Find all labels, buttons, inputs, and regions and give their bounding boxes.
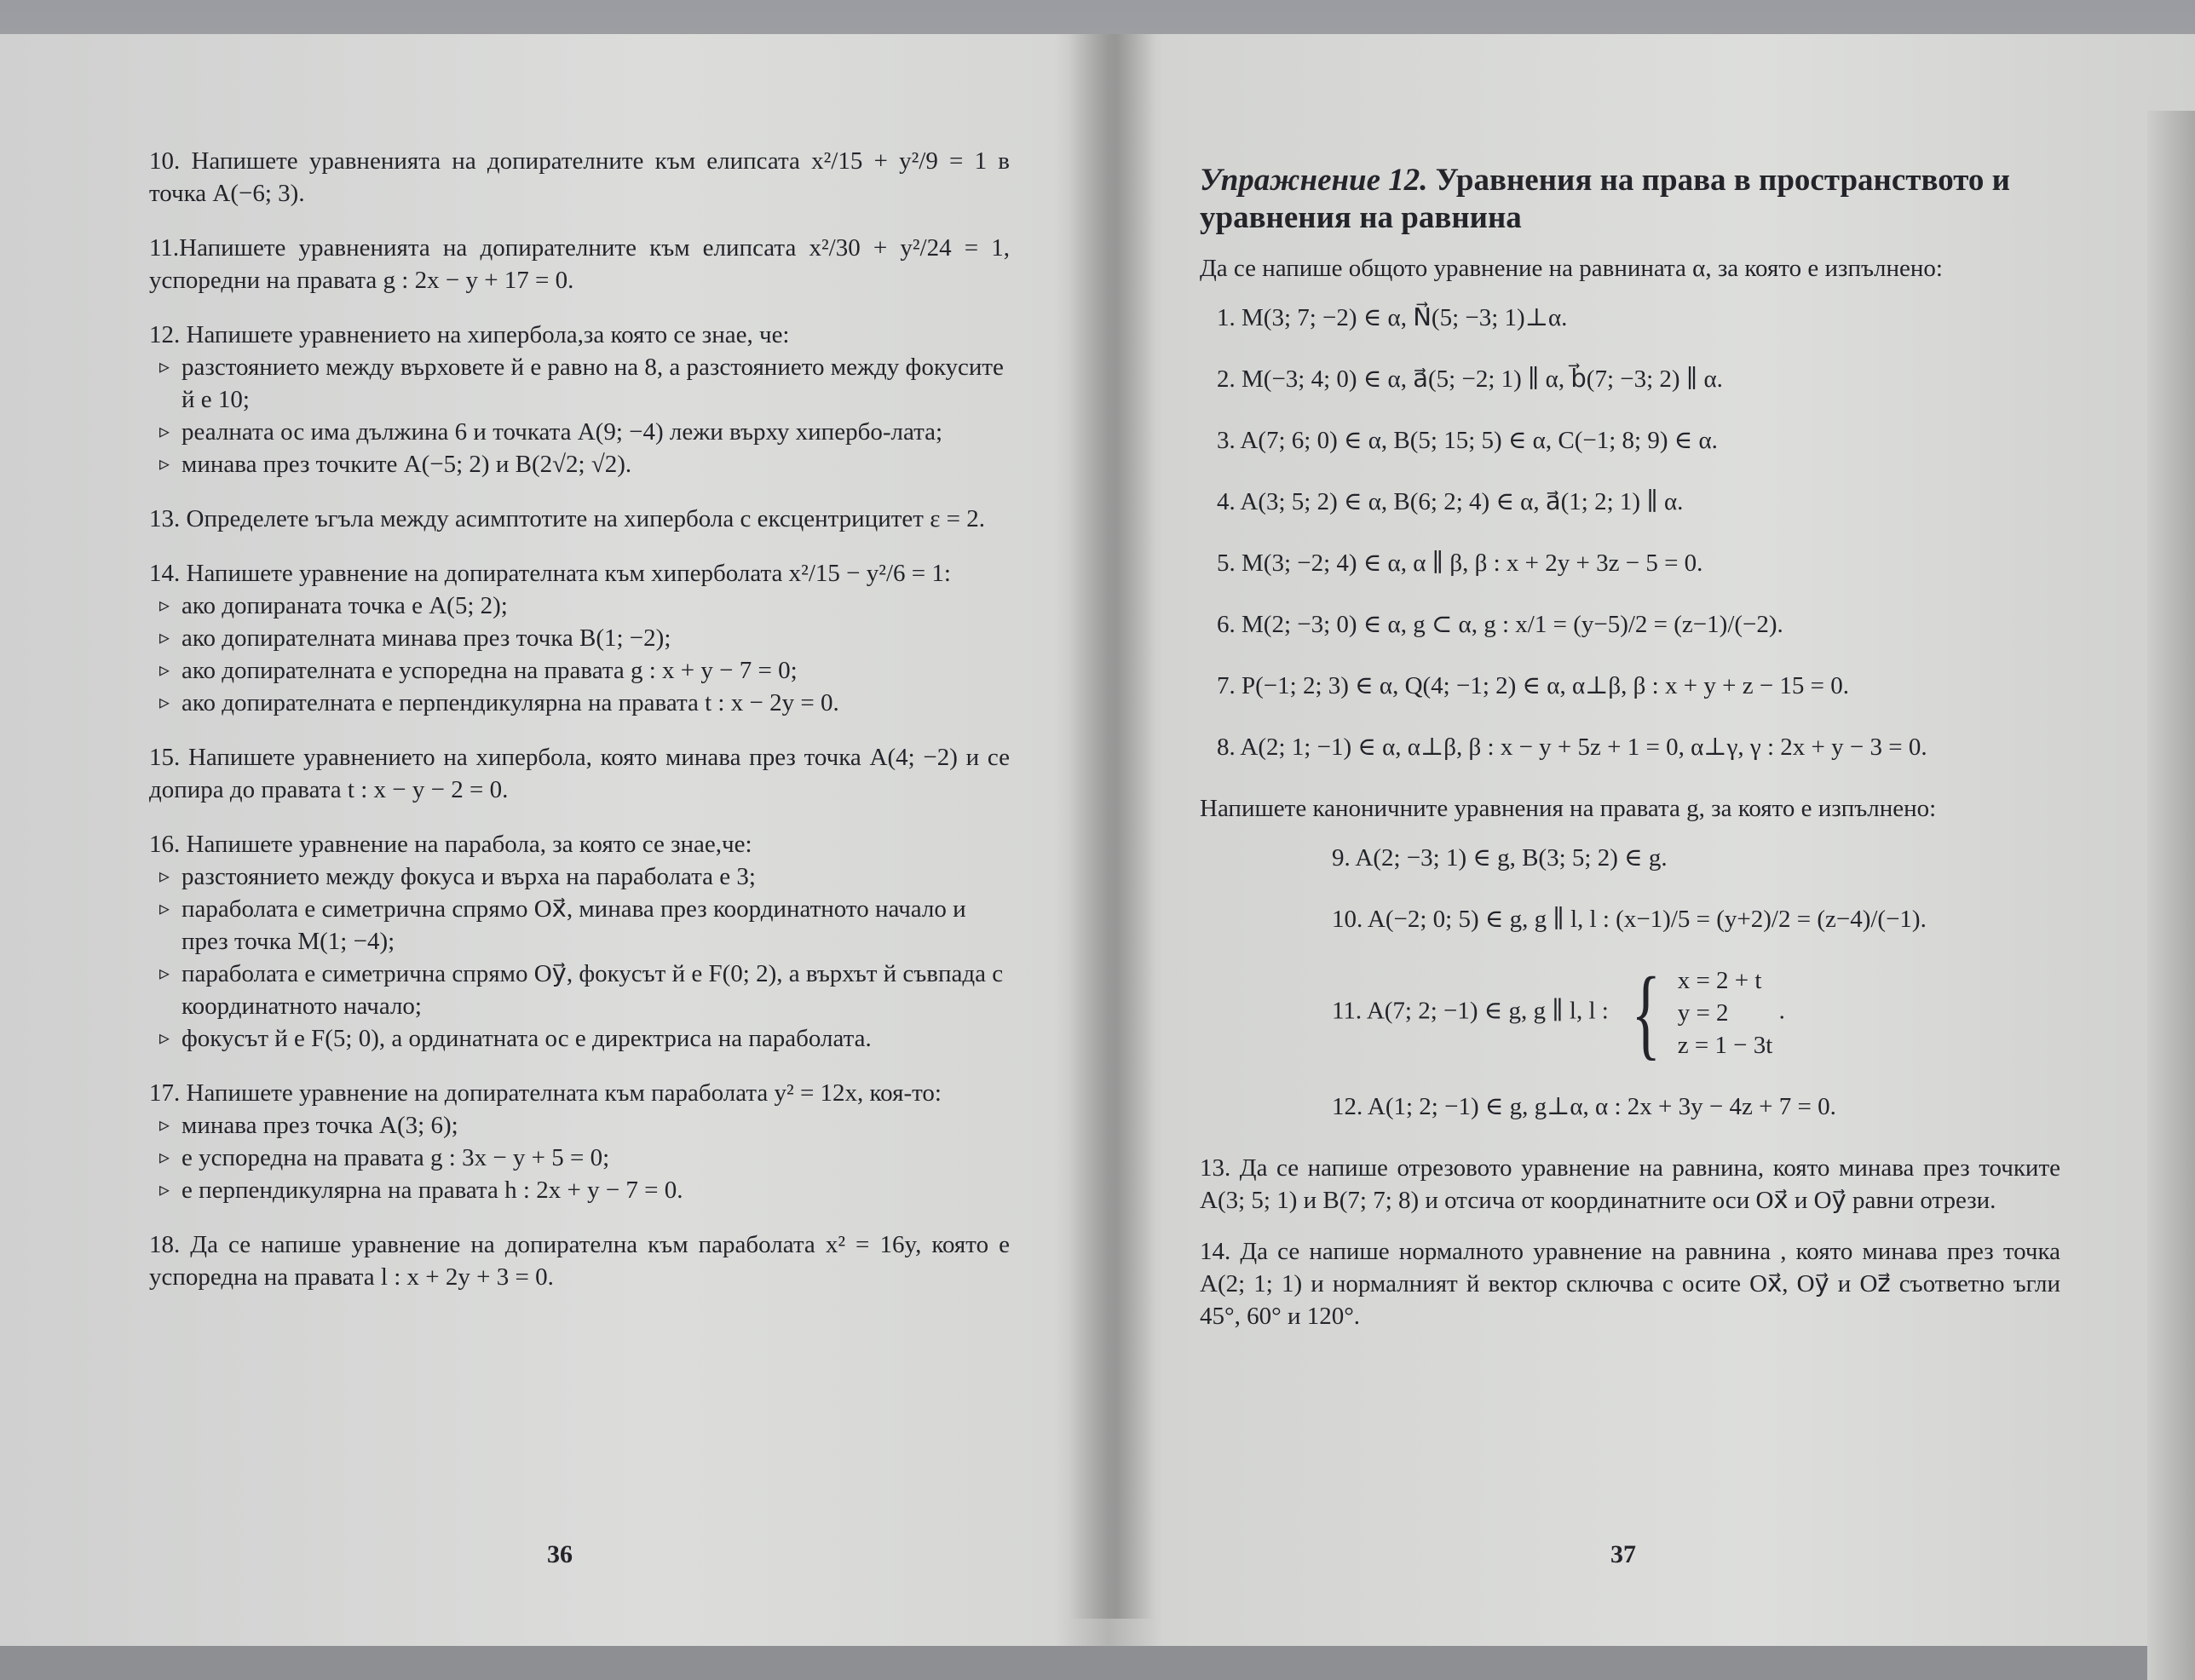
problem-13-right: 13. Да се напише отрезовото уравнение на равнина, която минава през точките A(3; 5; 1) и B(7; 7; 8) и отсича от координатните оси Ox⃗ и Oy⃗ равни отрези.: [1200, 1154, 2060, 1214]
left-page-content: [149, 145, 1010, 1315]
problem-text: 11.Напишете уравненията на допирателните към елипсата x²/30 + y²/24 = 1, успоредни на правата g : 2x − y + 17 = 0.: [149, 234, 1010, 294]
problem-text: 13. Определете ъгъла между асимптотите на хипербола с ексцентрицитет ε = 2.: [149, 505, 985, 532]
bullet-item: ▹ разстоянието между върховете й е равно на 8, а разстоянието между фокусите й е 10;: [149, 351, 1010, 416]
problem-11: [149, 232, 1010, 296]
problem-15: [149, 741, 1010, 806]
line-item-11-prefix: 11. A(7; 2; −1) ∈ g, g ∥ l, l :: [1332, 997, 1609, 1025]
system-equation: y = 2: [1677, 999, 1729, 1027]
book-spread: [0, 34, 2195, 1646]
bullet-item: ▹ реалната ос има дължина 6 и точката A(9; −4) лежи върху хипербо-лата;: [149, 416, 1010, 448]
problem-10: [149, 145, 1010, 210]
plane-item: 2. M(−3; 4; 0) ∈ α, a⃗(5; −2; 1) ∥ α, b⃗(7; −3; 2) ∥ α.: [1217, 365, 1723, 393]
problem-12: [149, 319, 1010, 480]
bullet-item: ▹ е перпендикулярна на правата h : 2x + y − 7 = 0.: [149, 1174, 1010, 1206]
bullet-item: ▹ ако допирателната е перпендикулярна на правата t : x − 2y = 0.: [149, 687, 1010, 719]
page-edge: [2147, 111, 2195, 1680]
plane-item: 5. M(3; −2; 4) ∈ α, α ∥ β, β : x + 2y + 3z − 5 = 0.: [1217, 549, 1703, 577]
bullet-item: ▹ параболата е симетрична спрямо Oy⃗, фокусът й е F(0; 2), а върхът й съвпада с координатното начало;: [149, 958, 1010, 1022]
plane-item: 7. P(−1; 2; 3) ∈ α, Q(4; −1; 2) ∈ α, α⊥β, β : x + y + z − 15 = 0.: [1217, 672, 1850, 699]
problem-text: 14. Напишете уравнение на допирателната към хиперболата x²/15 − y²/6 = 1:: [149, 560, 951, 587]
left-page: [0, 34, 1108, 1619]
exercise-label: Упражнение 12.: [1200, 163, 1428, 198]
bullet-item: ▹ минава през точка A(3; 6);: [149, 1109, 1010, 1142]
line-item: 12. A(1; 2; −1) ∈ g, g⊥α, α : 2x + 3y − 4z + 7 = 0.: [1332, 1093, 1836, 1120]
problem-text: 17. Напишете уравнение на допирателната към параболата y² = 12x, коя-то:: [149, 1079, 942, 1107]
problem-14: [149, 557, 1010, 719]
plane-item: 8. A(2; 1; −1) ∈ α, α⊥β, β : x − y + 5z + 1 = 0, α⊥γ, γ : 2x + y − 3 = 0.: [1217, 734, 1927, 761]
problem-13: [149, 503, 1010, 535]
problem-16: [149, 828, 1010, 1055]
line-item: 10. A(−2; 0; 5) ∈ g, g ∥ l, l : (x−1)/5 = (y+2)/2 = (z−4)/(−1).: [1332, 906, 1927, 933]
equation-system: [1622, 956, 1773, 1069]
page-number: 37: [1610, 1540, 1636, 1568]
plane-item: 6. M(2; −3; 0) ∈ α, g ⊂ α, g : x/1 = (y−5)/2 = (z−1)/(−2).: [1217, 611, 1783, 638]
problem-text: 16. Напишете уравнение на парабола, за която се знае,че:: [149, 831, 752, 858]
page-number: 36: [547, 1540, 573, 1568]
bullet-item: ▹ ако допираната точка е A(5; 2);: [149, 590, 1010, 622]
plane-item: 3. A(7; 6; 0) ∈ α, B(5; 15; 5) ∈ α, C(−1; 8; 9) ∈ α.: [1217, 427, 1718, 454]
system-lines: [1678, 964, 1773, 1062]
problem-18: [149, 1228, 1010, 1293]
line-instructions: Напишете каноничните уравнения на правата g, за която е изпълнено:: [1200, 795, 1937, 822]
bullet-item: ▹ ако допирателната е успоредна на правата g : x + y − 7 = 0;: [149, 654, 1010, 687]
right-page: [1133, 34, 2195, 1619]
plane-item: 4. A(3; 5; 2) ∈ α, B(6; 2; 4) ∈ α, a⃗(1; 2; 1) ∥ α.: [1217, 488, 1684, 515]
plane-item: 1. M(3; 7; −2) ∈ α, N⃗(5; −3; 1)⊥α.: [1217, 304, 1568, 331]
line-item-11-suffix: .: [1778, 997, 1785, 1025]
bullet-item: ▹ разстоянието между фокуса и върха на параболата е 3;: [149, 860, 1010, 893]
right-page-content: [1200, 162, 2060, 1351]
bullet-list: [149, 590, 1010, 719]
exercise-title: Уравнения на права в пространството и уравнения на равнина: [1200, 163, 2010, 235]
plane-instructions: Да се напише общото уравнение на равнината α, за която е изпълнено:: [1200, 255, 1943, 282]
bullet-list: [149, 351, 1010, 480]
bullet-list: [149, 860, 1010, 1055]
left-brace-icon: {: [1631, 956, 1662, 1069]
problem-text: 15. Напишете уравнението на хипербола, която минава през точка A(4; −2) и се допира до правата t : x − y − 2 = 0.: [149, 744, 1010, 803]
system-equation: z = 1 − 3t: [1677, 1032, 1773, 1059]
bullet-list: [149, 1109, 1010, 1206]
problem-14-right: 14. Да се напише нормалното уравнение на равнина , която минава през точка A(2; 1; 1) и нормалният й вектор сключва с осите Ox⃗, Oy⃗ и Oz⃗ съответно ъгли 45°, 60° и 120°.: [1200, 1238, 2060, 1330]
bullet-item: ▹ параболата е симетрична спрямо Ox⃗, минава през координатното начало и през точка M(1; −4);: [149, 893, 1010, 958]
exercise-heading: [1200, 162, 2060, 237]
problem-text: 12. Напишете уравнението на хипербола,за която се знае, че:: [149, 321, 790, 348]
system-equation: x = 2 + t: [1677, 967, 1762, 994]
line-item-11: [1332, 956, 2060, 1069]
bullet-item: ▹ фокусът й е F(5; 0), а ординатната ос е директриса на параболата.: [149, 1022, 1010, 1055]
problem-text: 10. Напишете уравненията на допирателните към елипсата x²/15 + y²/9 = 1 в точка A(−6; 3).: [149, 147, 1010, 207]
bullet-item: ▹ ако допирателната минава през точка B(1; −2);: [149, 622, 1010, 654]
bullet-item: ▹ е успоредна на правата g : 3x − y + 5 = 0;: [149, 1142, 1010, 1174]
bullet-item: ▹ минава през точките A(−5; 2) и B(2√2; √2).: [149, 448, 1010, 480]
problem-17: [149, 1077, 1010, 1206]
problem-text: 18. Да се напише уравнение на допирателна към параболата x² = 16y, която е успоредна на правата l : x + 2y + 3 = 0.: [149, 1231, 1010, 1291]
line-item: 9. A(2; −3; 1) ∈ g, B(3; 5; 2) ∈ g.: [1332, 844, 1668, 872]
